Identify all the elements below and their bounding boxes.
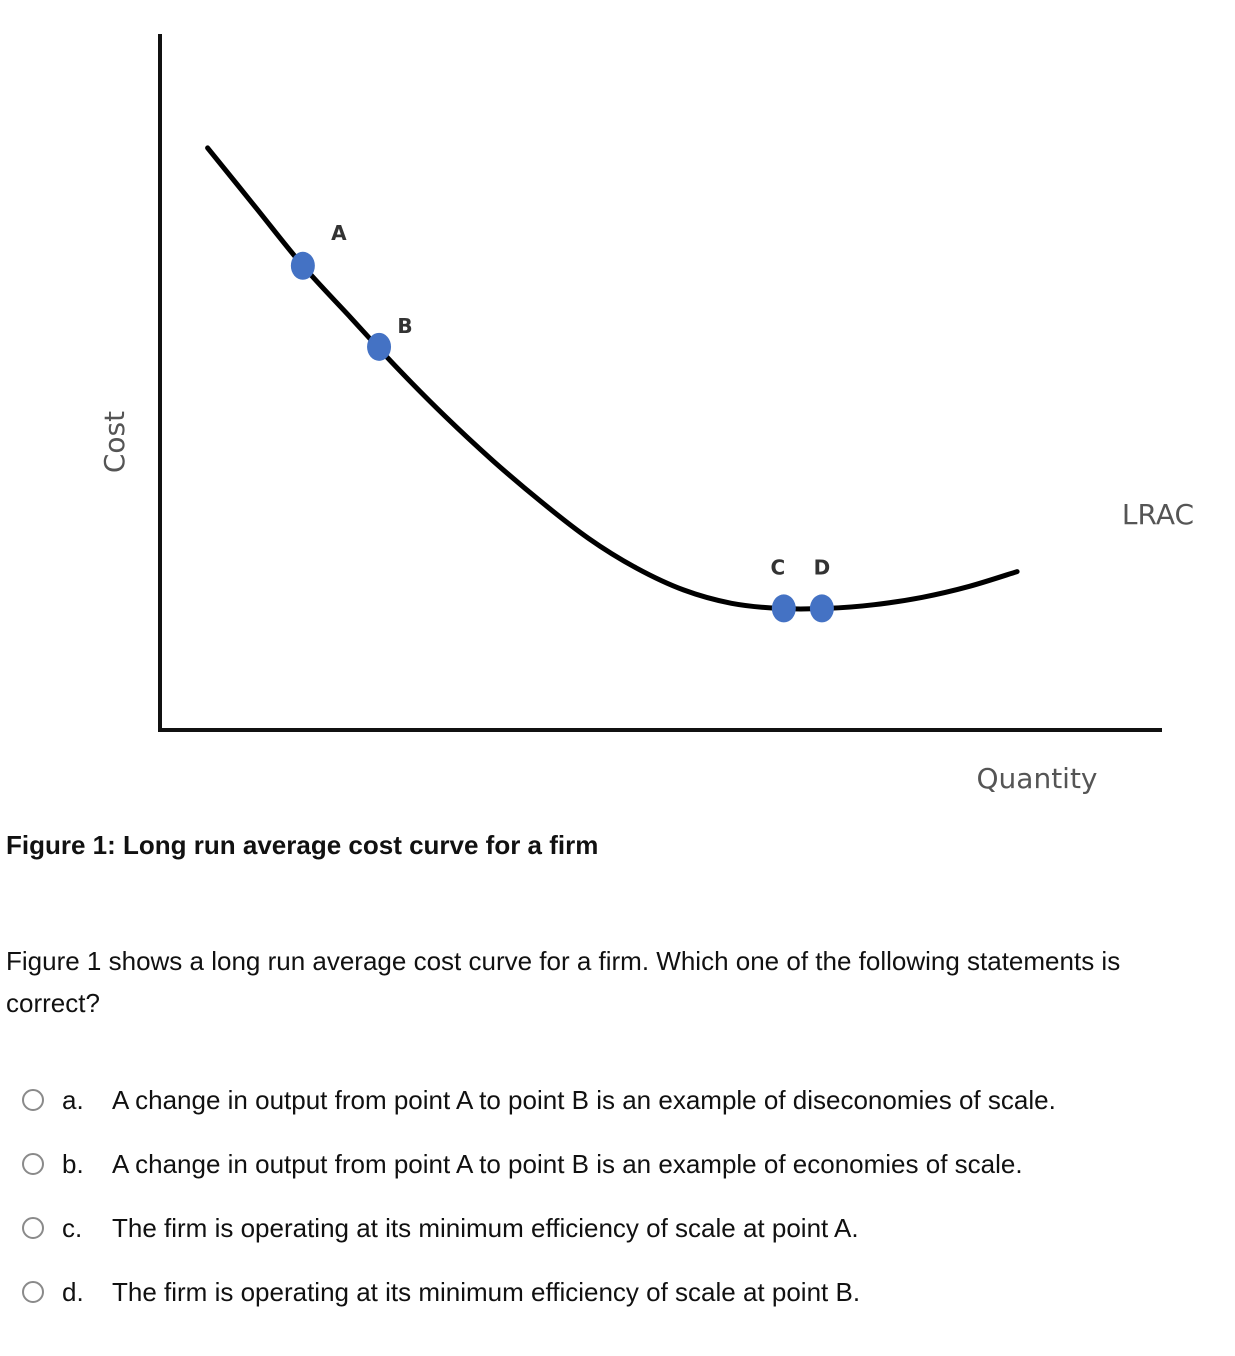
point-d-marker <box>810 594 834 622</box>
radio-button[interactable] <box>22 1153 44 1175</box>
point-c-marker <box>772 594 796 622</box>
option-text: The firm is operating at its minimum efficiency of scale at point B. <box>112 1276 861 1307</box>
radio-button[interactable] <box>22 1281 44 1303</box>
option-letter: c. <box>62 1212 83 1243</box>
x-axis-label: Quantity <box>976 762 1098 795</box>
option-d[interactable] <box>22 1260 1056 1324</box>
lrac-curve-line <box>208 148 1018 609</box>
option-letter: b. <box>62 1148 84 1179</box>
point-b-marker <box>367 333 391 361</box>
y-axis-label: Cost <box>98 410 131 474</box>
radio-button[interactable] <box>22 1217 44 1239</box>
point-c-label: C <box>770 555 786 580</box>
option-c[interactable] <box>22 1196 1056 1260</box>
option-letter: d. <box>62 1276 84 1307</box>
answer-options <box>22 1068 1056 1324</box>
point-a-label: A <box>331 220 347 245</box>
option-text: A change in output from point A to point B is an example of economies of scale. <box>112 1148 1023 1179</box>
option-a[interactable] <box>22 1068 1056 1132</box>
question-text: Figure 1 shows a long run average cost curve for a firm. Which one of the following statements is correct? <box>6 946 1121 1018</box>
option-letter: a. <box>62 1084 84 1115</box>
figure-caption: Figure 1: Long run average cost curve for a firm <box>6 830 599 860</box>
option-b[interactable] <box>22 1132 1056 1196</box>
radio-button[interactable] <box>22 1089 44 1111</box>
point-d-label: D <box>813 555 831 580</box>
option-text: A change in output from point A to point B is an example of diseconomies of scale. <box>112 1084 1056 1115</box>
point-a-marker <box>291 252 315 280</box>
option-text: The firm is operating at its minimum efficiency of scale at point A. <box>112 1212 859 1243</box>
curve-label: LRAC <box>1121 498 1195 531</box>
point-b-label: B <box>397 313 413 338</box>
